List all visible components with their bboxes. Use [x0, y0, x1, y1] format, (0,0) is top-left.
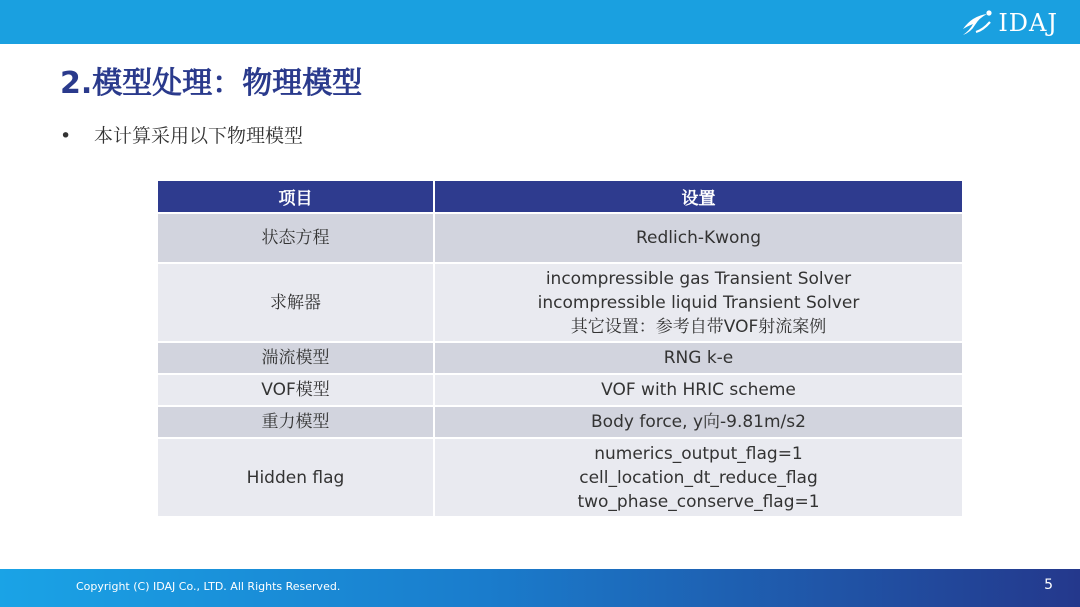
row-item-cell: Hidden flag: [158, 438, 434, 516]
page-title: 2.模型处理：物理模型: [60, 66, 363, 101]
column-header-item: 项目: [158, 181, 434, 213]
setting-line: incompressible gas Transient Solver: [545, 268, 852, 289]
header-bar: [0, 0, 1080, 44]
table-row: [158, 213, 962, 263]
copyright-text: Copyright (C) IDAJ Co., LTD. All Rights Reserved.: [76, 580, 341, 593]
physics-model-table: [158, 181, 962, 516]
setting-line: two_phase_conserve_flag=1: [577, 491, 820, 512]
table-row: [158, 342, 962, 374]
table-row: [158, 263, 962, 342]
page-number: 5: [1044, 577, 1053, 593]
idaj-swoosh-icon: [960, 8, 994, 38]
footer-bar: [0, 569, 1080, 607]
row-item-cell: VOF模型: [158, 374, 434, 406]
setting-line: VOF with HRIC scheme: [601, 380, 796, 400]
table-header-row: [158, 181, 962, 213]
bullet-item: [60, 121, 303, 148]
setting-line: Redlich-Kwong: [635, 228, 762, 248]
setting-line: cell_location_dt_reduce_flag: [579, 467, 818, 488]
row-setting-cell: [434, 213, 962, 263]
bullet-text: 本计算采用以下物理模型: [94, 125, 304, 147]
setting-line: Body force, y向-9.81m/s2: [591, 412, 806, 432]
row-item-cell: 状态方程: [158, 213, 434, 263]
row-setting-cell: [434, 374, 962, 406]
row-item-cell: 湍流模型: [158, 342, 434, 374]
setting-line: RNG k-e: [663, 348, 734, 368]
row-setting-cell: [434, 342, 962, 374]
row-item-cell: 求解器: [158, 263, 434, 342]
row-setting-cell: [434, 438, 962, 516]
table-row: [158, 406, 962, 438]
idaj-logo: [960, 8, 1058, 38]
table-row: [158, 374, 962, 406]
row-setting-cell: [434, 406, 962, 438]
table-row: [158, 438, 962, 516]
row-setting-cell: [434, 263, 962, 342]
bullet-marker: •: [60, 125, 72, 147]
setting-line: 其它设置：参考自带VOF射流案例: [570, 316, 827, 337]
setting-line: incompressible liquid Transient Solver: [537, 292, 860, 313]
row-item-cell: 重力模型: [158, 406, 434, 438]
logo-text: IDAJ: [998, 9, 1058, 37]
column-header-setting: 设置: [434, 181, 962, 213]
setting-line: numerics_output_flag=1: [594, 443, 803, 464]
